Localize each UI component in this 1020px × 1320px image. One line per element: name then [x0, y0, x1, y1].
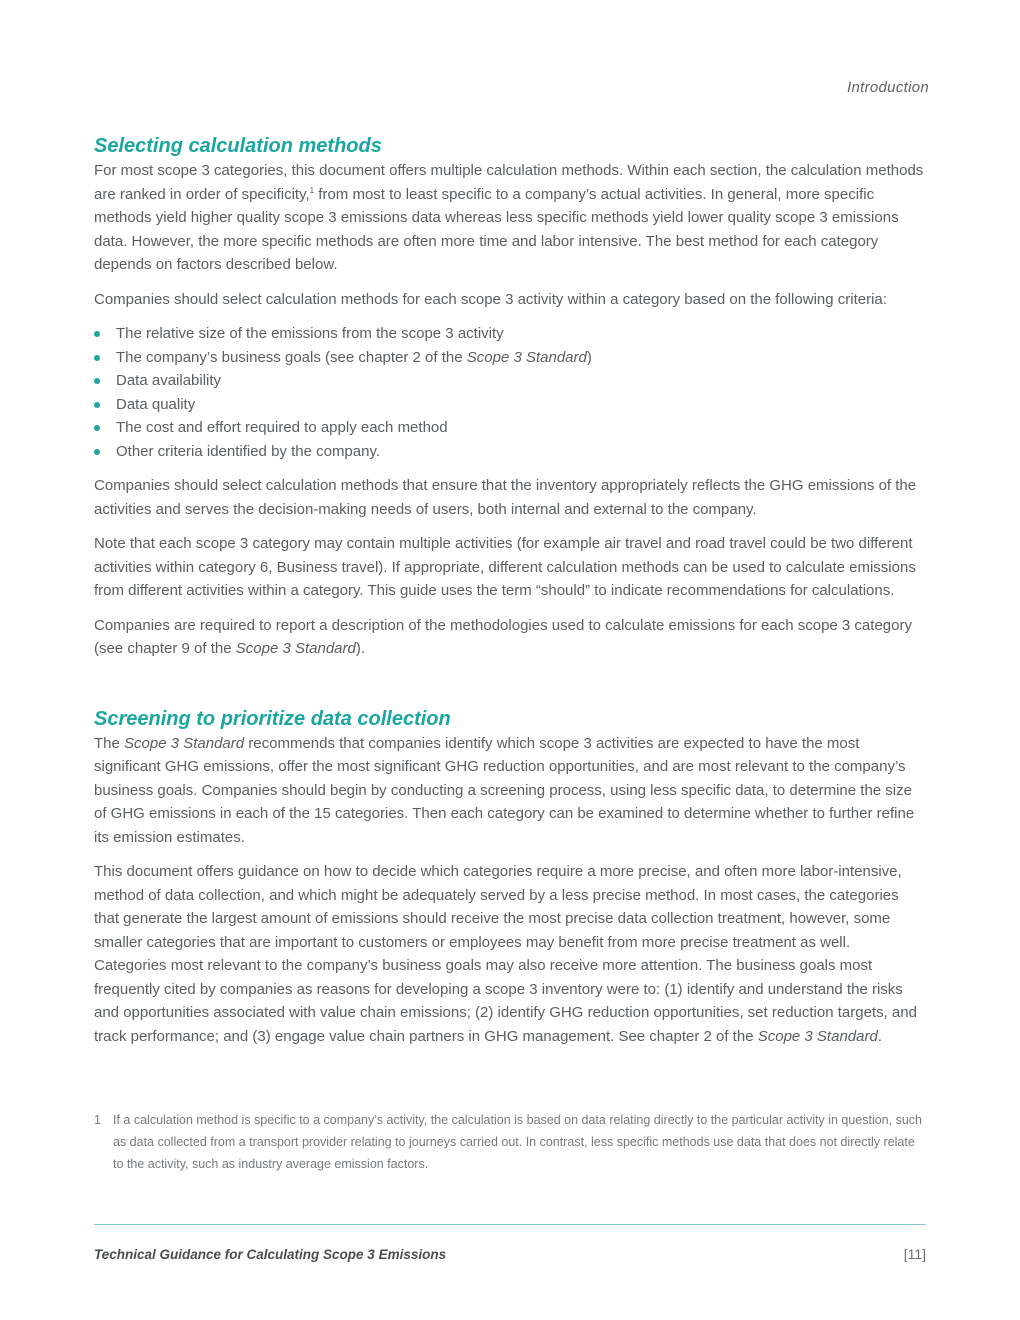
- bullet-icon: [94, 449, 100, 455]
- paragraph-italic: Scope 3 Standard: [757, 1027, 878, 1045]
- section-heading: Selecting calculation methods: [94, 135, 382, 157]
- list-item: [94, 440, 926, 464]
- list-item: [94, 393, 926, 417]
- paragraph-text: The: [94, 734, 125, 752]
- paragraph-text: .: [877, 1027, 882, 1045]
- paragraph-italic: Scope 3 Standard: [235, 640, 356, 657]
- list-item-text: Other criteria identified by the company.: [116, 442, 381, 460]
- bullet-icon: [94, 331, 100, 337]
- paragraph-text: This document offers guidance on how to decide which categories require a more precise, and often more labor-intensive, method of data collection, and which might be adequately served by a less precise method. In most cases, the categories that generate the largest amount of emissions should receive the most precise data collection treatment, however, some smaller categories that are important to customers or employees may benefit from more precise treatment as well. Categories most relevant to the company’s business goals may also receive more attention. The business goals most frequently cited by companies as reasons for developing a scope 3 inventory were to: (1) identify and understand the risks and opportunities associated with value chain emissions; (2) identify GHG reduction opportunities, set reduction targets, and track performance; and (3) engage value chain partners in GHG management. See chapter 2 of the: [94, 863, 917, 1045]
- bullet-icon: [94, 355, 100, 361]
- list-item-text: The relative size of the emissions from the scope 3 activity: [116, 325, 504, 342]
- page-number: [11]: [903, 1246, 926, 1262]
- section-screening: [94, 706, 926, 1049]
- paragraph: [94, 159, 926, 277]
- paragraph-text: Companies are required to report a description of the methodologies used to calculate emissions for each scope 3 category (see chapter 9 of the: [94, 616, 912, 657]
- footnote-reference: 1: [309, 185, 315, 195]
- footer-divider: [94, 1224, 926, 1225]
- footnote-text: If a calculation method is specific to a company’s activity, the calculation is based on data relating directly to the particular activity in question, such as data collected from a transport provider relating to journeys carried out. In contrast, less specific methods use data that does not directly relate to the activity, such as industry average emission factors.: [113, 1113, 922, 1171]
- list-item-text: The company’s business goals (see chapter 2 of the: [116, 348, 467, 366]
- criteria-list: [94, 322, 926, 463]
- main-content: [94, 133, 926, 1059]
- paragraph: Companies should select calculation methods for each scope 3 activity within a category based on the following criteria:: [94, 290, 887, 308]
- running-head: Introduction: [847, 79, 929, 96]
- paragraph-text: For most scope 3 categories, this document offers multiple calculation methods. Within each section, the calculation methods are ranked in order of specificity,: [94, 162, 924, 203]
- paragraph: [94, 860, 926, 1048]
- list-item: [94, 322, 926, 346]
- bullet-icon: [94, 402, 100, 408]
- footnote-number: 1: [94, 1113, 101, 1127]
- paragraph: Note that each scope 3 category may contain multiple activities (for example air travel and road travel could be two different activities within category 6, Business travel). If appropriate, different calculation methods can be used to calculate emissions from different activities within a category. This guide uses the term “should” to indicate recommendations for calculations.: [94, 535, 916, 599]
- list-item: [94, 346, 926, 370]
- paragraph-italic: Scope 3 Standard: [124, 734, 245, 752]
- list-item-text: The cost and effort required to apply each method: [116, 419, 448, 436]
- section-selecting-calculation-methods: [94, 133, 926, 661]
- list-item: [94, 369, 926, 393]
- paragraph-text: from most to least specific to a company’s actual activities. In general, more specific methods yield higher quality scope 3 emissions data whereas less specific methods yield lower quality scope 3 emissions data. However, the more specific methods are often more time and labor intensive. The best method for each category depends on factors described below.: [94, 185, 899, 273]
- list-item-text: ): [586, 348, 592, 366]
- footer-title: Technical Guidance for Calculating Scope 3 Emissions: [94, 1247, 447, 1262]
- list-item-italic: Scope 3 Standard: [466, 348, 587, 366]
- list-item: [94, 416, 926, 440]
- paragraph-text: ).: [355, 640, 366, 657]
- paragraph: [94, 614, 926, 661]
- paragraph: Companies should select calculation methods that ensure that the inventory appropriately reflects the GHG emissions of the activities and serves the decision-making needs of users, both internal and external to the company.: [94, 477, 917, 518]
- bullet-icon: [94, 378, 100, 384]
- bullet-icon: [94, 425, 100, 431]
- list-item-text: Data availability: [116, 372, 222, 389]
- list-item-text: Data quality: [116, 395, 196, 413]
- section-heading: Screening to prioritize data collection: [94, 707, 451, 730]
- footnote: [94, 1109, 924, 1175]
- paragraph: [94, 732, 926, 850]
- paragraph-text: recommends that companies identify which scope 3 activities are expected to have the most significant GHG emissions, offer the most significant GHG reduction opportunities, and are most relevant to the company’s business goals. Companies should begin by conducting a screening process, using less specific data, to determine the size of GHG emissions in each of the 15 categories. Then each category can be examined to determine whether to further refine its emission estimates.: [94, 734, 915, 846]
